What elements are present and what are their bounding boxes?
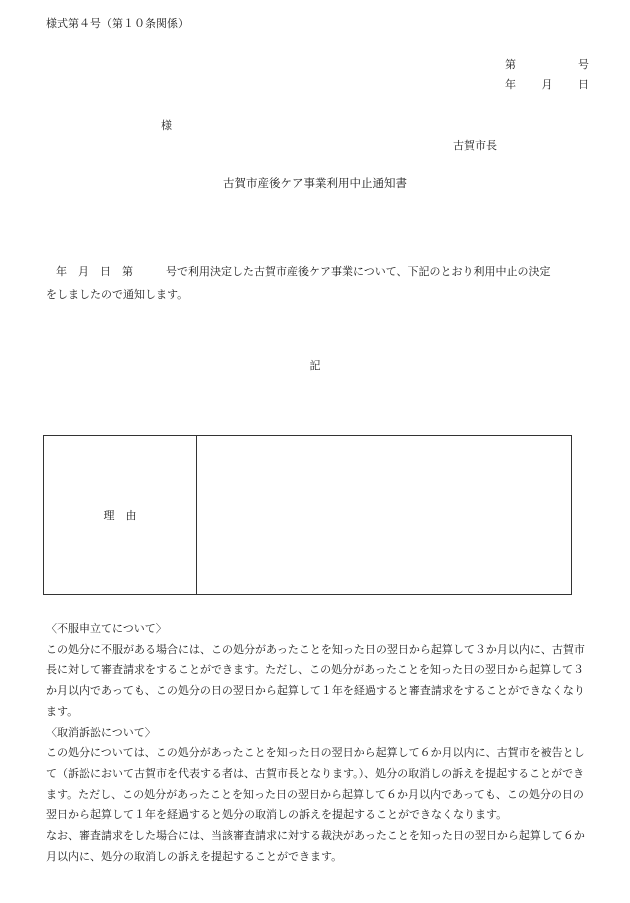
lawsuit-text: この処分については、この処分があったことを知った日の翌日から起算して６か月以内に、古賀市を被告として（訴訟において古賀市を代表する者は、古賀市長となります。）、処分の取消しの訴えを提起することができます。ただし、この処分があったことを知った日の翌日から起算して６か月以内であっても、この処分の日の翌日から起算して１年を経過すると処分の取消しの訴えを提起することができなくなります。 bbox=[46, 746, 585, 822]
reason-table bbox=[43, 435, 572, 595]
date-row bbox=[505, 79, 589, 99]
document-number-row bbox=[505, 59, 589, 79]
addressee-honorific: 様 bbox=[161, 119, 172, 132]
reason-label-cell bbox=[44, 436, 197, 594]
objection-heading: 〈不服申立てについて〉 bbox=[46, 622, 167, 635]
date-month: 月 bbox=[541, 78, 553, 91]
reason-label: 理 由 bbox=[103, 508, 137, 522]
review-text: なお、審査請求をした場合には、当該審査請求に対する裁決があったことを知った日の翌日から起算して６か月以内に、処分の取消しの訴えを提起することができます。 bbox=[46, 829, 585, 863]
sender-name: 古賀市長 bbox=[453, 139, 497, 152]
ki-heading: 記 bbox=[309, 359, 321, 372]
notes-section bbox=[46, 619, 594, 867]
objection-text: この処分に不服がある場合には、この処分があったことを知った日の翌日から起算して３か月以内に、古賀市長に対して審査請求をすることができます。ただし、この処分があったことを知った日の翌日から起算して３か月以内であっても、この処分の日の翌日から起算して１年を経過すると審査請求をすることができなくなります。 bbox=[46, 642, 585, 718]
notice-body-line-2: をしましたので通知します。 bbox=[46, 288, 189, 301]
date-year: 年 bbox=[505, 78, 516, 91]
date-day: 日 bbox=[578, 78, 589, 91]
doc-number-suffix: 号 bbox=[578, 58, 589, 71]
form-number: 様式第４号（第１０条関係） bbox=[46, 17, 189, 30]
doc-number-prefix: 第 bbox=[505, 58, 516, 71]
document-number-block bbox=[505, 59, 589, 99]
lawsuit-heading: 〈取消訴訟について〉 bbox=[46, 725, 156, 739]
notice-body-line-1: 年 月 日 第 号で利用決定した古賀市産後ケア事業について、下記のとおり利用中止の決定 bbox=[56, 265, 551, 278]
notice-body bbox=[46, 260, 594, 306]
reason-value-cell bbox=[197, 436, 571, 594]
document-title: 古賀市産後ケア事業利用中止通知書 bbox=[223, 176, 407, 190]
